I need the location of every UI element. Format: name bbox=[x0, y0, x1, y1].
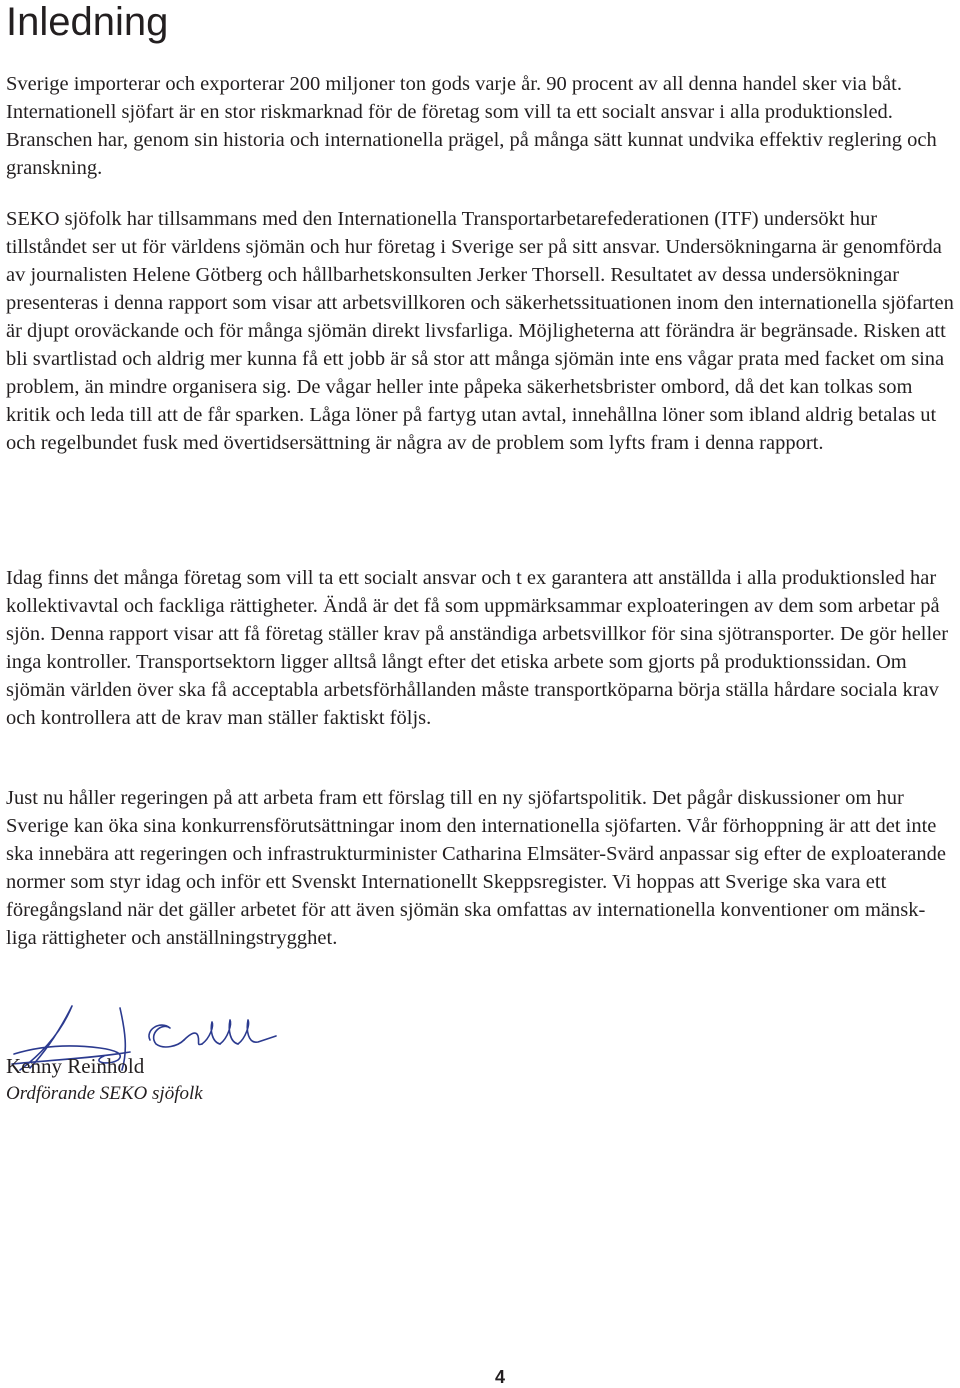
page-title: Inledning bbox=[6, 0, 169, 44]
paragraph-intro: Sverige importerar och exporterar 200 miljoner ton gods varje år. 90 procent av all denna handel sker via båt. Internationell sjöfart är en stor riskmarknad för de företag som vill ta ett socialt ansvar i alla produktionsled. Branschen har, genom sin historia och internationella prägel, på många sätt kunnat undvika effektiv reglering och granskning. bbox=[6, 73, 937, 179]
paragraph-investigation: SEKO sjöfolk har tillsammans med den Internationella Transportarbetarefederationen (ITF) undersökt hur tillståndet ser ut för världens sjömän och hur företag i Sverige ser på sitt ansvar. Undersökningarna är genomförda av journalisten Helene Götberg och hållbarhetskonsulten Jerker Thorsell. Resultatet av dessa undersökningar presenteras i denna rapport som visar att arbetsvillkoren och säkerhetssituationen inom den internationella sjöfarten är djupt oroväckande och för många sjömän direkt livsfarliga. Möjligheterna att förändra är begränsade. Risken att bli svartlistad och aldrig mer kunna få ett jobb är så stor att många sjömän inte ens vågar prata med facket om sina problem, än mindre organisera sig. De vågar heller inte påpeka säkerhetsbrister ombord, då det kan tolkas som kritik och leda till att de får sparken. Låga löner på fartyg utan avtal, innehållna löner som ibland aldrig betalas ut och regelbundet fusk med övertidsersättning är några av de problem som lyfts fram i denna rapport. bbox=[6, 208, 954, 454]
paragraph-companies: Idag finns det många företag som vill ta ett socialt ansvar och t ex garantera att anställda i alla produktionsled har kollektivavtal och fackliga rättigheter. Ändå är det få som uppmärksammar exploateringen av dem som arbetar på sjön. Denna rapport visar att få företag ställer krav på anständiga arbetsvillkor för sina sjötransporter. De gör heller inga kontroller. Transportsektorn ligger alltså långt efter det etiska arbete som gjorts på produktionssidan. Om sjömän världen över ska få acceptabla arbetsförhållanden måste transportköparna börja ställa hårdare sociala krav och kontrollera att de krav man ställer faktiskt följs. bbox=[6, 567, 949, 729]
page-number: 4 bbox=[494, 1367, 505, 1387]
paragraph-policy: Just nu håller regeringen på att arbeta fram ett förslag till en ny sjöfartspolitik. Det pågår diskussioner om hur Sverige kan öka sina konkurrensförutsättningar inom den internationella sjöfarten. Vår förhoppning är att det inte ska innebära att regeringen och infrastrukturminister Catharina Elmsäter-Svärd anpassar sig efter de exploaterande normer som styr idag och inför ett Svenskt Internationellt Skeppsregister. Vi hoppas att Sverige ska vara ett föregångsland när det gäller arbetet för att även sjömän ska omfattas av internationella konventioner om mänsk-liga rättigheter och anställningstrygghet. bbox=[6, 787, 946, 949]
signer-role: Ordförande SEKO sjöfolk bbox=[6, 1083, 203, 1104]
signer-name: Kenny Reinhold bbox=[6, 1054, 145, 1078]
